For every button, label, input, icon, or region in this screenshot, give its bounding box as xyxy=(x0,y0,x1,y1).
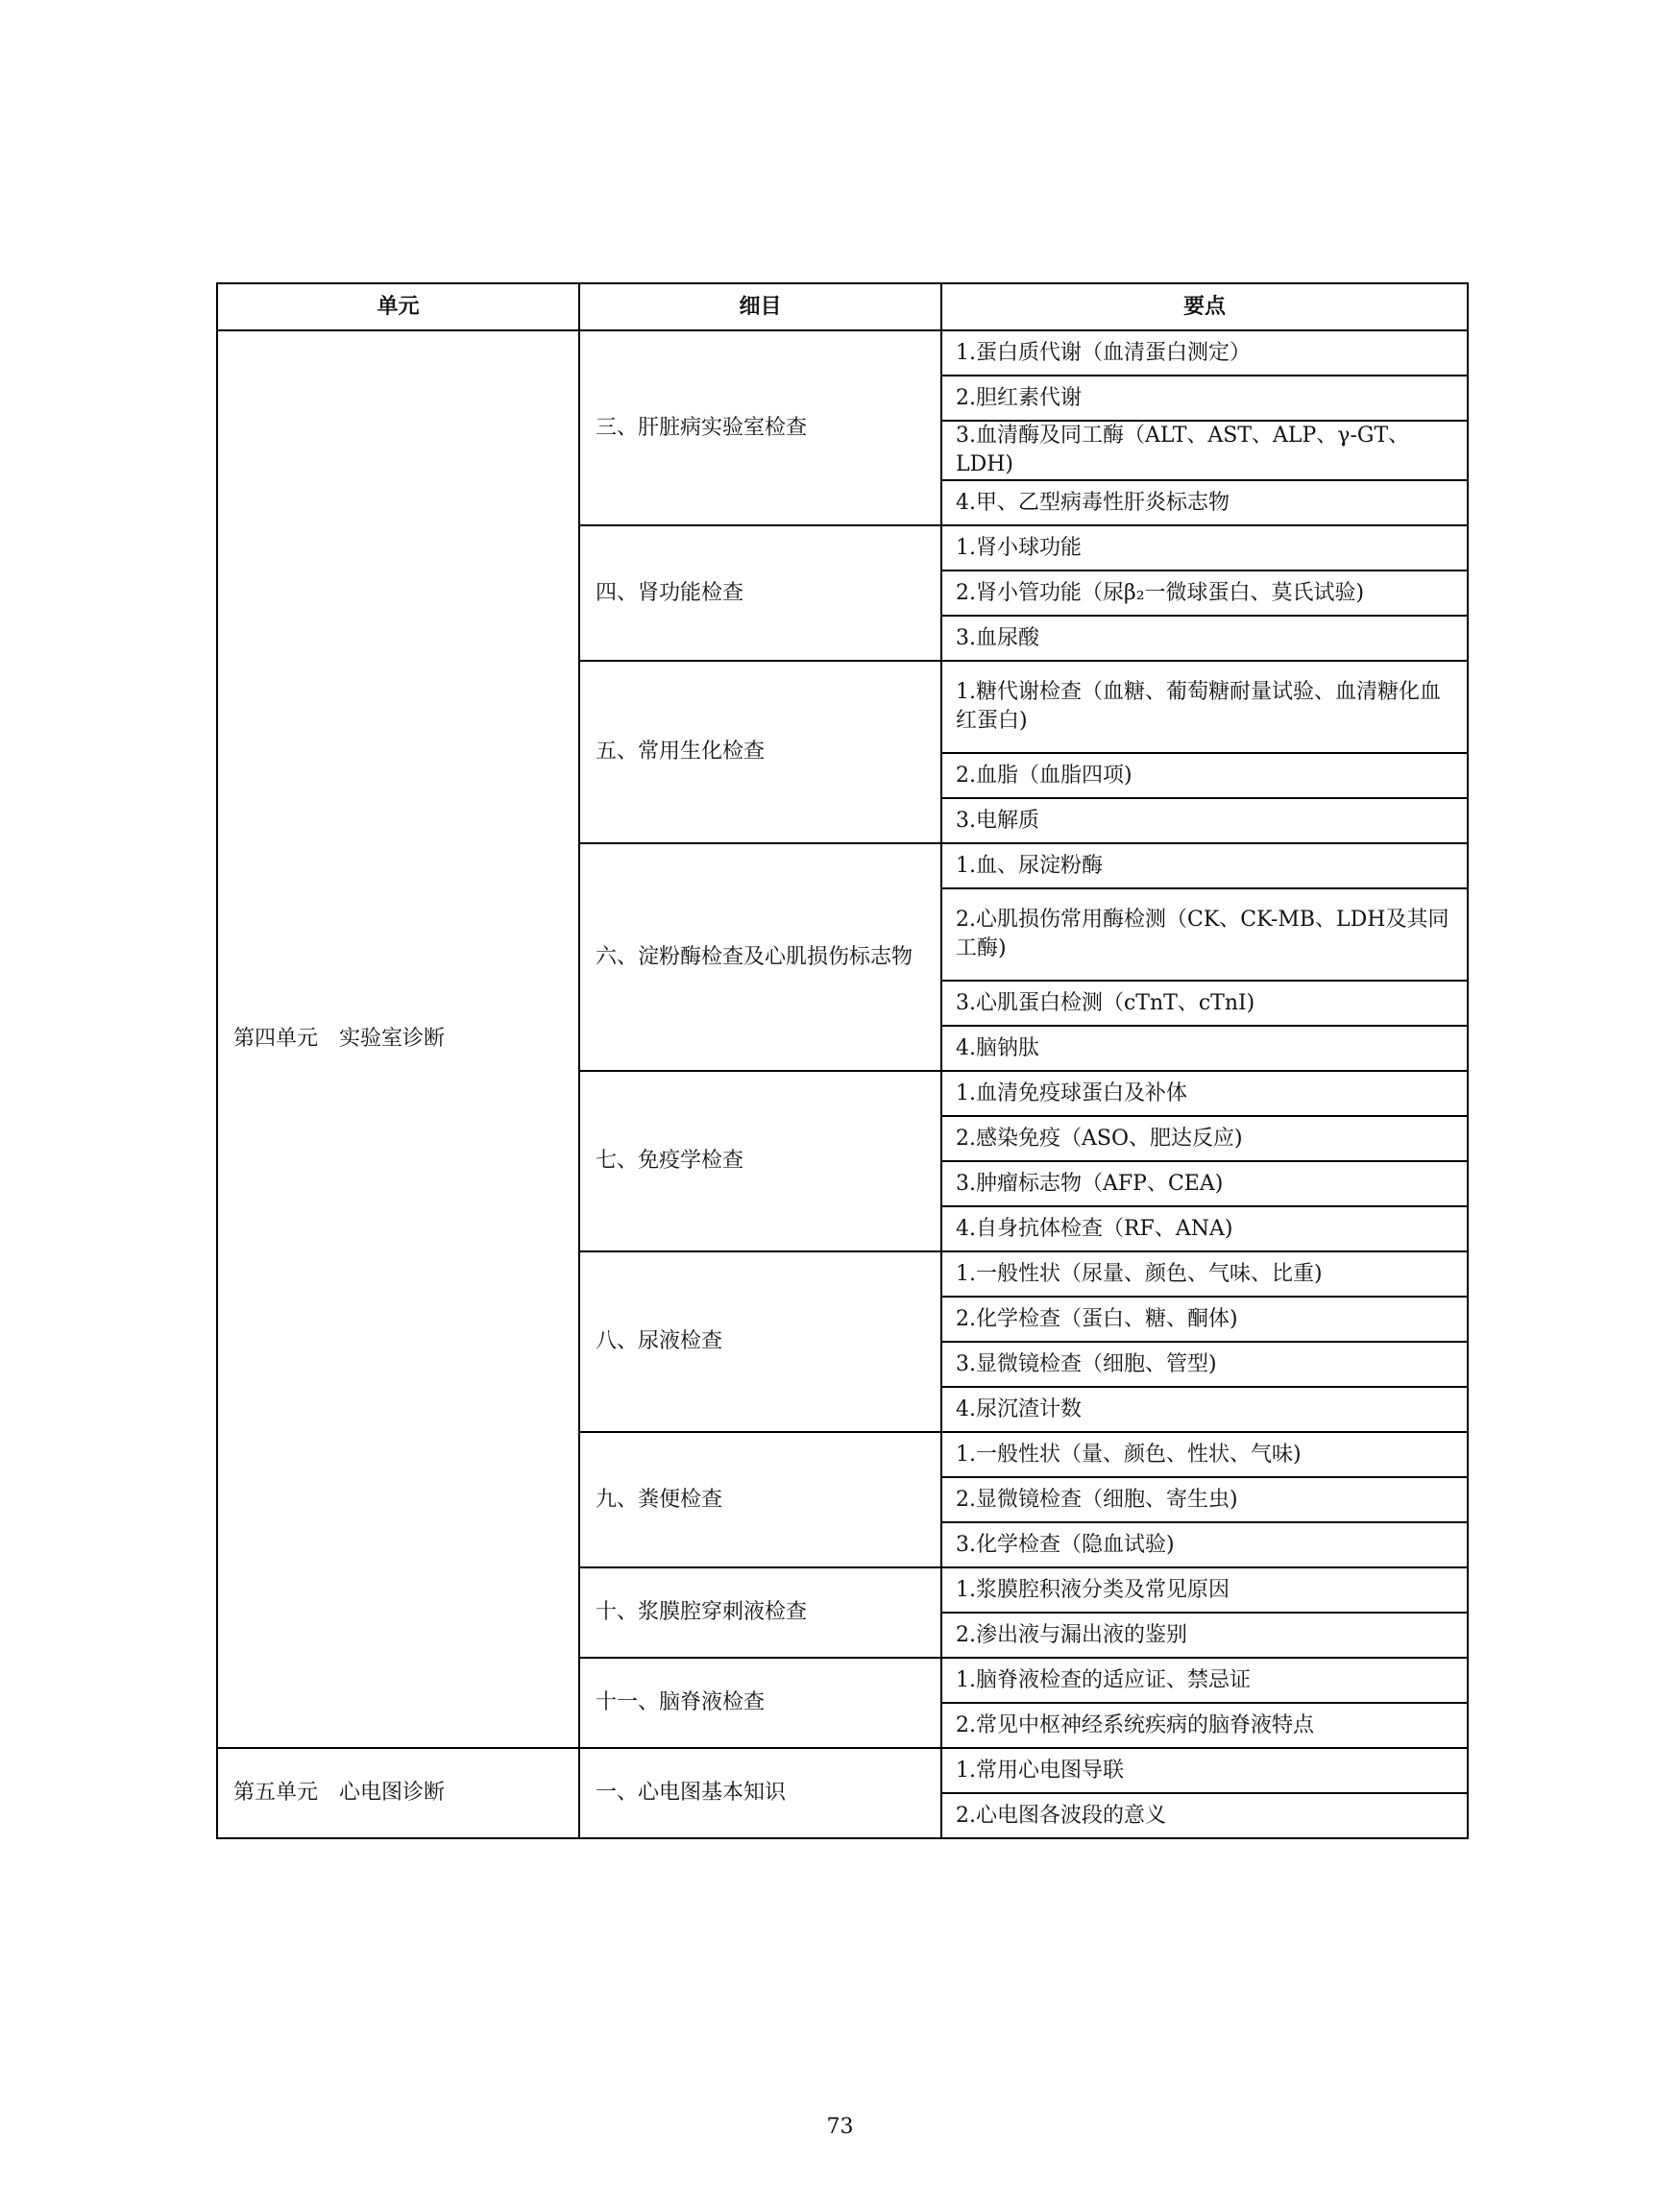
point-cell: 1.蛋白质代谢（血清蛋白测定） xyxy=(941,330,1468,376)
point-cell: 2.感染免疫（ASO、肥达反应) xyxy=(941,1116,1468,1161)
point-cell: 3.化学检查（隐血试验) xyxy=(941,1522,1468,1567)
header-point: 要点 xyxy=(941,283,1468,330)
table-row xyxy=(217,330,1468,376)
point-cell: 2.心肌损伤常用酶检测（CK、CK-MB、LDH及其同工酶) xyxy=(941,888,1468,981)
item-cell: 一、心电图基本知识 xyxy=(579,1748,941,1838)
point-cell: 3.电解质 xyxy=(941,798,1468,843)
point-cell: 1.血、尿淀粉酶 xyxy=(941,843,1468,888)
item-cell: 六、淀粉酶检查及心肌损伤标志物 xyxy=(579,843,941,1071)
point-cell: 2.肾小管功能（尿β₂一微球蛋白、莫氏试验) xyxy=(941,570,1468,616)
point-cell: 3.血清酶及同工酶（ALT、AST、ALP、γ-GT、LDH) xyxy=(941,421,1468,480)
syllabus-table xyxy=(216,282,1469,1839)
item-cell: 七、免疫学检查 xyxy=(579,1071,941,1251)
point-cell: 1.肾小球功能 xyxy=(941,525,1468,570)
point-cell: 1.血清免疫球蛋白及补体 xyxy=(941,1071,1468,1116)
point-cell: 4.甲、乙型病毒性肝炎标志物 xyxy=(941,480,1468,525)
point-cell: 3.心肌蛋白检测（cTnT、cTnI) xyxy=(941,981,1468,1026)
point-cell: 2.心电图各波段的意义 xyxy=(941,1793,1468,1838)
table-body xyxy=(217,330,1468,1838)
point-cell: 4.尿沉渣计数 xyxy=(941,1387,1468,1432)
header-item: 细目 xyxy=(579,283,941,330)
point-cell: 1.浆膜腔积液分类及常见原因 xyxy=(941,1567,1468,1613)
item-cell: 九、粪便检查 xyxy=(579,1432,941,1567)
point-cell: 1.一般性状（尿量、颜色、气味、比重) xyxy=(941,1251,1468,1297)
point-cell: 1.常用心电图导联 xyxy=(941,1748,1468,1793)
point-cell: 4.脑钠肽 xyxy=(941,1026,1468,1071)
item-cell: 八、尿液检查 xyxy=(579,1251,941,1432)
item-cell: 三、肝脏病实验室检查 xyxy=(579,330,941,525)
point-cell: 4.自身抗体检查（RF、ANA) xyxy=(941,1206,1468,1251)
point-cell: 2.渗出液与漏出液的鉴别 xyxy=(941,1613,1468,1658)
table-header-row xyxy=(217,283,1468,330)
point-cell: 1.糖代谢检查（血糖、葡萄糖耐量试验、血清糖化血红蛋白) xyxy=(941,661,1468,753)
header-unit: 单元 xyxy=(217,283,579,330)
item-cell: 四、肾功能检查 xyxy=(579,525,941,661)
point-cell: 1.一般性状（量、颜色、性状、气味) xyxy=(941,1432,1468,1477)
point-cell: 2.胆红素代谢 xyxy=(941,376,1468,421)
page-number: 73 xyxy=(826,2115,854,2139)
point-cell: 1.脑脊液检查的适应证、禁忌证 xyxy=(941,1658,1468,1703)
unit-cell: 第四单元 实验室诊断 xyxy=(217,330,579,1748)
point-cell: 3.显微镜检查（细胞、管型) xyxy=(941,1342,1468,1387)
unit-cell: 第五单元 心电图诊断 xyxy=(217,1748,579,1838)
point-cell: 2.常见中枢神经系统疾病的脑脊液特点 xyxy=(941,1703,1468,1748)
point-cell: 3.血尿酸 xyxy=(941,616,1468,661)
table-row xyxy=(217,1748,1468,1793)
point-cell: 2.化学检查（蛋白、糖、酮体) xyxy=(941,1297,1468,1342)
point-cell: 2.血脂（血脂四项) xyxy=(941,753,1468,798)
point-cell: 2.显微镜检查（细胞、寄生虫) xyxy=(941,1477,1468,1522)
item-cell: 十、浆膜腔穿刺液检查 xyxy=(579,1567,941,1658)
item-cell: 十一、脑脊液检查 xyxy=(579,1658,941,1748)
item-cell: 五、常用生化检查 xyxy=(579,661,941,843)
point-cell: 3.肿瘤标志物（AFP、CEA) xyxy=(941,1161,1468,1206)
